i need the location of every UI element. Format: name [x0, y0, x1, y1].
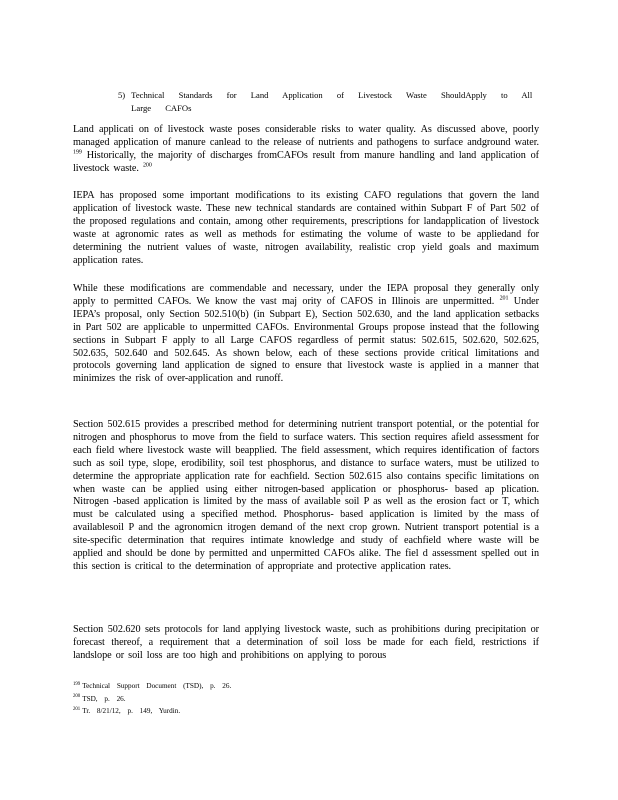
paragraph-text: Land applicati on of livestock waste poses considerable risks to water quality. As discussed above, poorly managed application of manure canlead to the release of nutrients and pathogens to surface andground water.	[73, 124, 539, 148]
footnote	[73, 705, 373, 718]
paragraph-text: Section 502.620 sets protocols for land applying livestock waste, such as prohibitions during precipitation or forecast thereof, a requirement that a determination of soil loss be made for each field, restrictions if landslope or soil loss are too high and prohibitions on applying to porous	[73, 624, 539, 661]
footnotes	[73, 680, 373, 718]
paragraph-text: While these modifications are commendable and necessary, under the IEPA proposal they generally only apply to permitted CAFOs. We know the vast maj ority of CAFOS in Illinois are unpermitted.	[73, 283, 539, 307]
paragraph-text: Historically, the majority of discharges fromCAFOs result from manure handling and land application of livestock waste.	[73, 149, 539, 174]
paragraph	[73, 190, 539, 267]
footnote	[73, 693, 373, 706]
footnote-number: 199	[73, 681, 81, 687]
footnote-text: TSD, p. 26.	[82, 694, 126, 703]
paragraph-text: Section 502.615 provides a prescribed method for determining nutrient transport potential, or the potential for nitrogen and phosphorus to move from the field to surface waters. This section requires afield assessment for each field where livestock waste will beapplied. The field assessment, which requires identification of factors such as soil type, slope, erodibility, soil test phosphorus, and distance to surface waters, must be utilized to determine the appropriate application rate for eachfield. Section 502.615 also contains specific limitations on when waste can be applied using either nitrogen-based application or phosphorus- based ap plication. Nitrogen -based application is limited by the mass of available soil P as well as the erosion fact or T, which must be calculated using a specified method. Phosphorus- based application is limited by the mass of availablesoil P and the agronomicn itrogen demand of the next crop grown. Nutrient transport potential is a site-specific determination that requires intimate knowledge and study of eachfield where waste will be applied and should be done by permitted and unpermitted CAFOs alike. The fiel d assessment spelled out in this section is critical to the determination of appropriate and protective application rates.	[73, 419, 539, 572]
footnote-reference: 199	[73, 149, 82, 156]
footnote-text: Technical Support Document (TSD), p. 26.	[82, 682, 232, 690]
paragraph-text: Under IEPA’s proposal, only Section 502.510(b) (in Subpart E), Section 502.630, and the land application setbacks in Part 502 are applicable to unpermitted CAFOs. Environmental Groups propose instead that the following sections in Subpart F apply to all Large CAFOS regardless of permit status: 502.615, 502.620, 502.625, 502.635, 502.640 and 502.645. As shown below, each of these sections provide critical limitations and protocols governing land application de signed to ensure that livestock waste is applied in a manner that minimizes the risk of over-application and runoff.	[73, 295, 539, 385]
footnote-text: Tr. 8/21/12, p. 149, Yurdin.	[82, 707, 181, 715]
section-title: Technical Standards for Land Application of Livestock Waste ShouldApply to All Large CAFOs	[131, 90, 533, 113]
footnote-reference: 200	[142, 162, 152, 169]
footnote-number: 201	[73, 706, 81, 712]
footnote-number: 200	[73, 694, 81, 700]
paragraph	[73, 124, 539, 176]
paragraph-text: IEPA has proposed some important modifications to its existing CAFO regulations that govern the land application of livestock waste. These new technical standards are contained within Subpart F of Part 502 of the proposed regulations and contain, among other requirements, prescriptions for landapplication of livestock waste at agronomic rates as well as methods for estimating the volume of waste to be appliedand for determining the nutrient values of waste, nitrogen availability, realistic crop yield goals and maximum application rates.	[73, 190, 539, 266]
paragraph	[73, 624, 539, 663]
paragraph	[73, 419, 539, 574]
footnote	[73, 680, 373, 693]
section-heading	[118, 89, 538, 115]
paragraph	[73, 283, 539, 386]
section-number: 5)	[118, 90, 126, 100]
footnote-reference: 201	[499, 295, 509, 302]
